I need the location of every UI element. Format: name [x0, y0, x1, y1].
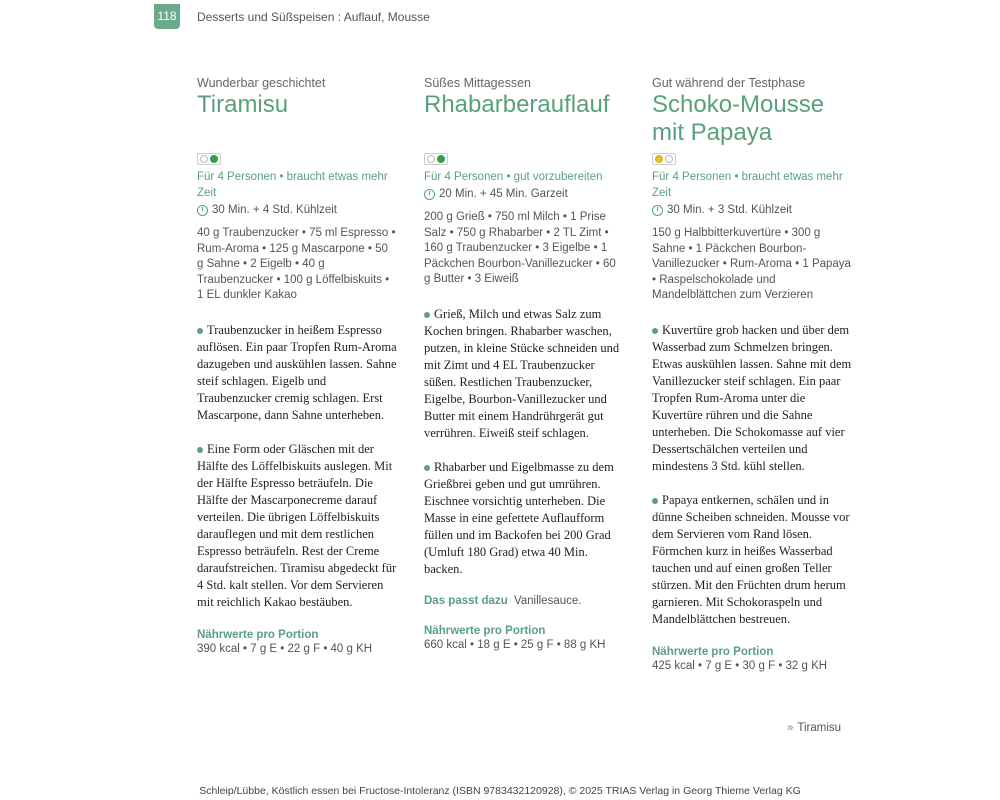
recipe-steps — [652, 322, 852, 628]
difficulty-dot-icon — [655, 155, 663, 163]
difficulty-dot-icon — [427, 155, 435, 163]
step — [424, 306, 624, 442]
step-text: Rhabarber und Eigelbmasse zu dem Grießbrei geben und gut umrühren. Eischnee vorsichtig unterheben. Die Masse in eine gefettete Auflaufform füllen und im Backofen bei 200 Grad (Umluft 180 Grad) etwa 40 Min. backen. — [424, 459, 614, 576]
step — [197, 441, 397, 611]
page-footer: Schleip/Lübbe, Köstlich essen bei Fructose-Intoleranz (ISBN 9783432120928), © 2025 TRIAS Verlag in Georg Thieme Verlag KG — [199, 785, 801, 797]
step-text: Eine Form oder Gläschen mit der Hälfte des Löffelbiskuits auslegen. Mit der Hälfte Espresso beträufeln. Die Hälfte der Mascarponecreme darauf verteilen. Die übrigen Löffelbiskuits darauflegen und mit dem restlichen Espresso beträufeln. Rest der Creme daraufstreichen. Tiramisu abgedeckt für 4 Std. kalt stellen. Vor dem Servieren mit reichlich Kakao bestäuben. — [197, 441, 397, 609]
recipe-meta: Für 4 Personen • gut vorzubereiten — [424, 171, 603, 183]
difficulty-dot-icon — [200, 155, 208, 163]
page-number: 118 — [154, 4, 180, 29]
ingredients: 150 g Halbbitterkuvertüre • 300 g Sahne • 1 Päckchen Bourbon-Vanillezucker • Rum-Aroma • 1 Papaya • Raspelschokolade und Mandelblättchen zum Verzieren — [652, 227, 851, 302]
recipe-title: Schoko-Mousse mit Papaya — [652, 91, 825, 146]
step-text: Grieß, Milch und etwas Salz zum Kochen bringen. Rhabarber waschen, putzen, in kleine Stücke schneiden und mit Zimt und 4 EL Traubenzucker süßen. Restlichen Traubenzucker, Eigelbe, Bourbon-Vanillezucker und Butter mit einem Handrührgerät gut verrühren. Eiweiß steif schlagen. — [424, 306, 620, 440]
nutrition-label: Nährwerte pro Portion — [652, 645, 774, 658]
bullet-icon — [424, 312, 430, 318]
bullet-icon — [652, 498, 658, 504]
recipe-time — [652, 202, 852, 218]
recipe-meta: Für 4 Personen • braucht etwas mehr Zeit — [652, 171, 843, 199]
difficulty-dot-icon — [210, 155, 218, 163]
step — [652, 492, 852, 628]
nutrition-values: 425 kcal • 7 g E • 30 g F • 32 g KH — [652, 659, 828, 672]
step-text: Papaya entkernen, schälen und in dünne Scheiben schneiden. Mousse vor dem Servieren vom Rand lösen. Förmchen kurz in heißes Wasserbad tauchen und auf einen großen Teller stürzen. Mit den Früchten drum herum garnieren. Mit Schokoraspeln und Mandelblättchen bestreuen. — [652, 492, 850, 626]
recipe-steps — [197, 322, 397, 611]
recipe-tiramisu — [197, 76, 397, 655]
clock-icon — [652, 205, 663, 216]
bullet-icon — [424, 465, 430, 471]
difficulty-indicator — [652, 153, 852, 165]
bullet-icon — [197, 447, 203, 453]
time-text: 20 Min. + 45 Min. Garzeit — [439, 188, 568, 200]
cross-reference-link[interactable] — [787, 722, 841, 734]
recipe-schoko-mousse — [652, 76, 852, 672]
tip-label: Das passt dazu — [424, 594, 508, 607]
recipe-time — [197, 202, 397, 218]
recipe-steps — [424, 306, 624, 578]
difficulty-indicator — [424, 153, 624, 165]
bullet-icon — [197, 328, 203, 334]
difficulty-indicator — [197, 153, 397, 165]
bullet-icon — [652, 328, 658, 334]
nutrition-values: 390 kcal • 7 g E • 22 g F • 40 g KH — [197, 642, 373, 655]
nutrition-label: Nährwerte pro Portion — [197, 628, 319, 641]
xref-text: Tiramisu — [797, 722, 842, 734]
recipe-time — [424, 186, 624, 202]
ingredients: 200 g Grieß • 750 ml Milch • 1 Prise Salz • 750 g Rhabarber • 2 TL Zimt • 160 g Traubenzucker • 3 Eigelbe • 1 Päckchen Bourbon-Vanillezucker • 60 g Butter • 3 Eiweiß — [424, 211, 616, 286]
ingredients: 40 g Traubenzucker • 75 ml Espresso • Rum-Aroma • 125 g Mascarpone • 50 g Sahne • 2 Eigelb • 40 g Traubenzucker • 100 g Löffelbiskuits • 1 EL dunkler Kakao — [197, 227, 396, 302]
recipe-kicker: Gut während der Testphase — [652, 76, 806, 90]
difficulty-dot-icon — [437, 155, 445, 163]
running-header: Desserts und Süßspeisen : Auflauf, Mousse — [197, 10, 430, 24]
double-arrow-icon: » — [787, 722, 794, 734]
step-text: Kuvertüre grob hacken und über dem Wasserbad zum Schmelzen bringen. Etwas auskühlen lassen. Sahne mit dem Vanillezucker steif schlagen. Ein paar Tropfen Rum-Aroma unter die Kuvertüre rühren und die Sahne unterheben. Die Schokomasse auf vier Dessertschälchen verteilen und mindestens 3 Std. kühl stellen. — [652, 322, 852, 473]
step-text: Traubenzucker in heißem Espresso auflösen. Ein paar Tropfen Rum-Aroma dazugeben und auskühlen lassen. Sahne steif schlagen. Eigelb und Traubenzucker cremig schlagen. Erst Mascarpone, dann Sahne unterheben. — [197, 322, 397, 422]
step — [652, 322, 852, 475]
clock-icon — [197, 205, 208, 216]
recipe-kicker: Süßes Mittagessen — [424, 76, 531, 90]
serving-tip — [424, 595, 624, 607]
difficulty-dot-icon — [665, 155, 673, 163]
recipe-kicker: Wunderbar geschichtet — [197, 76, 326, 90]
time-text: 30 Min. + 3 Std. Kühlzeit — [667, 204, 792, 216]
recipe-title: Tiramisu — [197, 91, 289, 118]
time-text: 30 Min. + 4 Std. Kühlzeit — [212, 204, 337, 216]
step — [197, 322, 397, 424]
nutrition-values: 660 kcal • 18 g E • 25 g F • 88 g KH — [424, 638, 606, 651]
nutrition-label: Nährwerte pro Portion — [424, 624, 546, 637]
recipe-title: Rhabarberauflauf — [424, 91, 610, 118]
recipe-meta: Für 4 Personen • braucht etwas mehr Zeit — [197, 171, 388, 199]
step — [424, 459, 624, 578]
recipe-rhabarberauflauf — [424, 76, 624, 651]
clock-icon — [424, 189, 435, 200]
tip-text: Vanillesauce. — [513, 594, 582, 607]
